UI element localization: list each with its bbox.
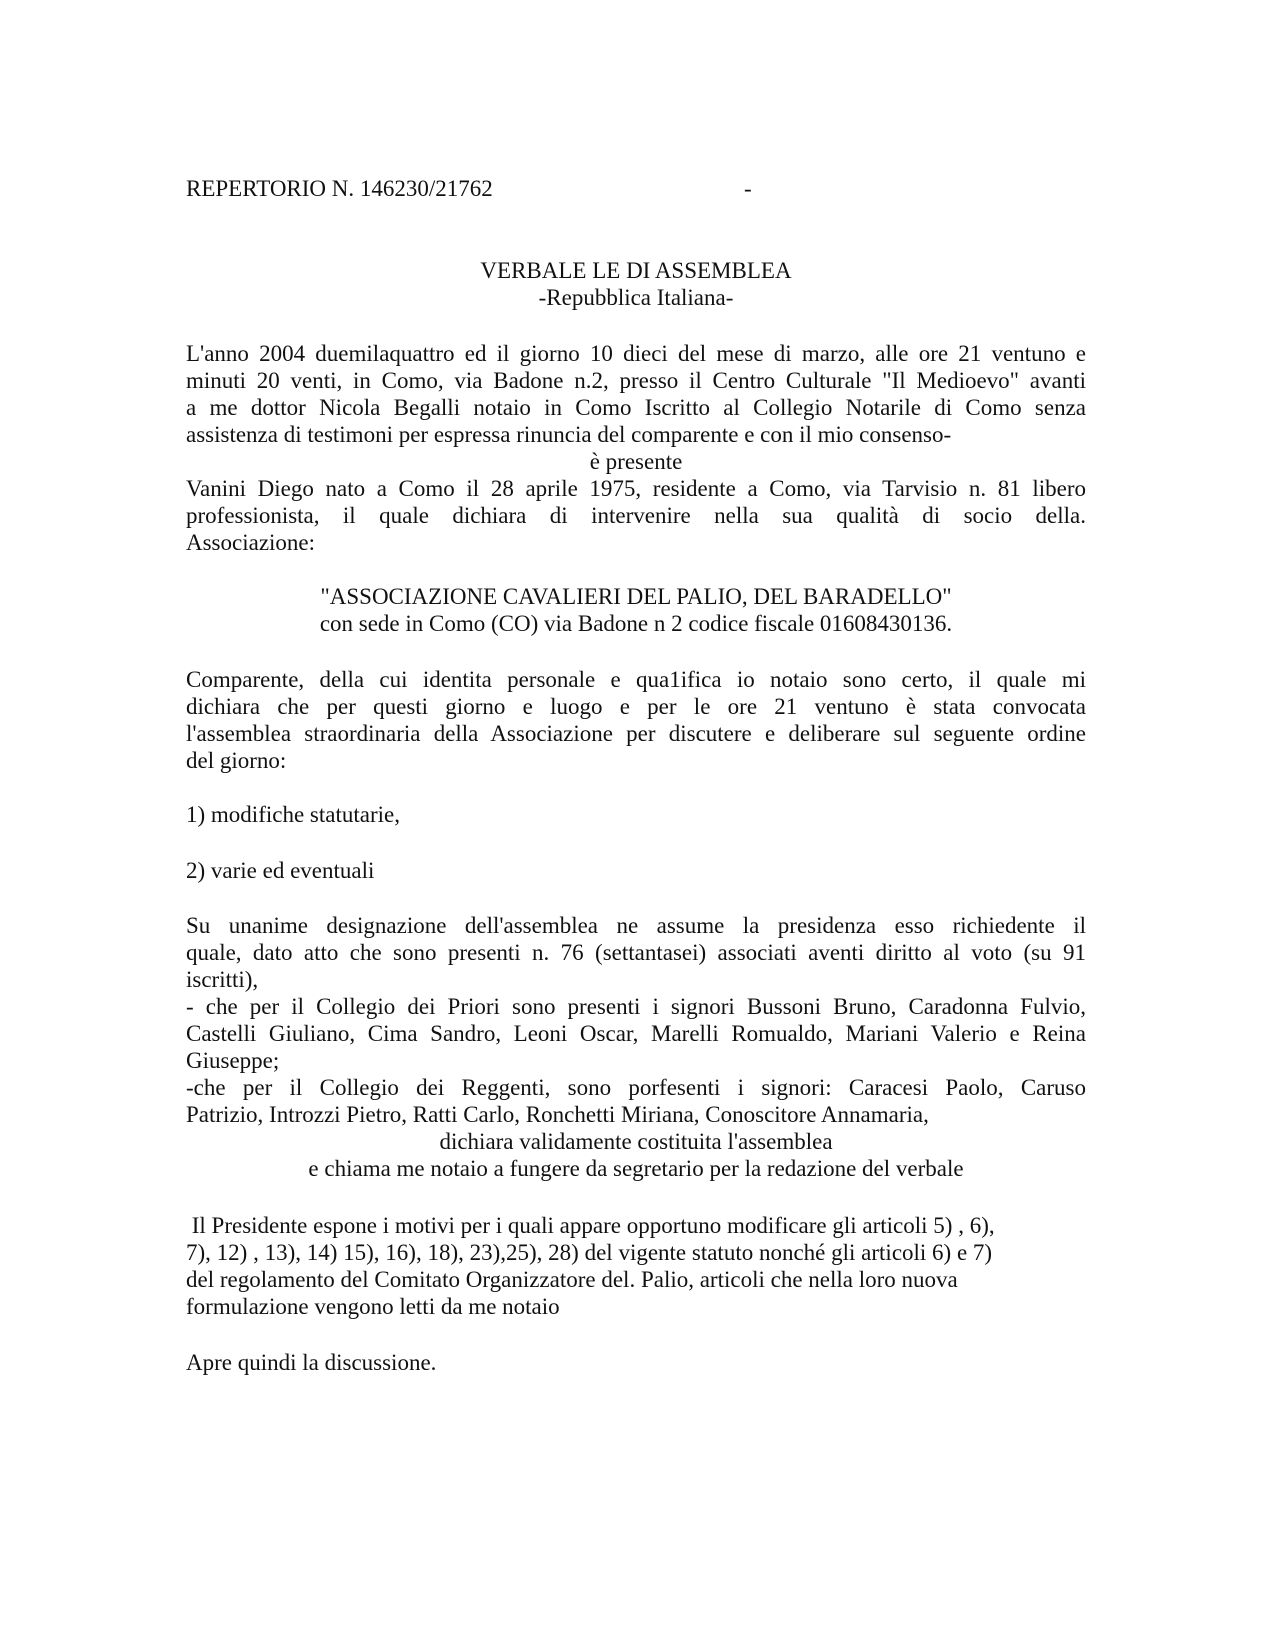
presidente-line: formulazione vengono letti da me notaio [186,1294,560,1319]
designazione-line: -che per il Collegio dei Reggenti, sono porfesenti i signori: Caracesi Paolo, Caruso [186,1075,1086,1100]
repertorio-dash: - [744,176,752,201]
presidente-line: 7), 12) , 13), 14) 15), 16), 18), 23),25), 28) del vigente statuto nonché gli articoli 6) e 7) [186,1240,993,1265]
comparente-line: del giorno: [186,748,287,773]
vanini-line: Vanini Diego nato a Como il 28 aprile 1975, residente a Como, via Tarvisio n. 81 libero [186,476,1086,501]
presente-line: è presente [589,449,683,474]
comparente-line: l'assemblea straordinaria della Associazione per discutere e deliberare sul seguente ordine [186,721,1086,746]
designazione-line: - che per il Collegio dei Priori sono presenti i signori Bussoni Bruno, Caradonna Fulvio, [186,994,1086,1019]
document-title: VERBALE LE DI ASSEMBLEA [480,258,792,283]
designazione-line: quale, dato atto che sono presenti n. 76 (settantasei) associati aventi diritto al voto (su 91 [186,940,1086,965]
intro-line: L'anno 2004 duemilaquattro ed il giorno 10 dieci del mese di marzo, alle ore 21 ventuno e [186,341,1086,366]
associazione-name: "ASSOCIAZIONE CAVALIERI DEL PALIO, DEL BARADELLO" [320,584,952,609]
designazione-line: iscritti), [186,967,259,992]
designazione-line: Giuseppe; [186,1048,280,1073]
intro-line: minuti 20 venti, in Como, via Badone n.2, presso il Centro Culturale "Il Medioevo" avanti [186,368,1086,393]
intro-line: assistenza di testimoni per espressa rinuncia del comparente e con il mio consenso- [186,422,952,447]
dichiara-line: e chiama me notaio a fungere da segretario per la redazione del verbale [308,1156,964,1181]
dichiara-line: dichiara validamente costituita l'assemblea [439,1129,833,1154]
comparente-line: Comparente, della cui identita personale e qua1ifica io notaio sono certo, il quale mi [186,667,1086,692]
apre-line: Apre quindi la discussione. [186,1350,437,1375]
ordine-item: 2) varie ed eventuali [186,858,375,883]
vanini-line: professionista, il quale dichiara di intervenire nella sua qualità di socio della. [186,503,1086,528]
designazione-line: Patrizio, Introzzi Pietro, Ratti Carlo, Ronchetti Miriana, Conoscitore Annamaria, [186,1102,929,1127]
presidente-line: del regolamento del Comitato Organizzatore del. Palio, articoli che nella loro nuova [186,1267,958,1292]
document-subtitle: -Repubblica Italiana- [538,285,734,310]
designazione-line: Castelli Giuliano, Cima Sandro, Leoni Oscar, Marelli Romualdo, Mariani Valerio e Reina [186,1021,1086,1046]
ordine-item: 1) modifiche statutarie, [186,802,400,827]
designazione-line: Su unanime designazione dell'assemblea ne assume la presidenza esso richiedente il [186,913,1086,938]
repertorio-line [186,175,1086,203]
associazione-sede: con sede in Como (CO) via Badone n 2 codice fiscale 01608430136. [319,611,953,636]
repertorio-number: REPERTORIO N. 146230/21762 [186,176,493,201]
presidente-line: Il Presidente espone i motivi per i quali appare opportuno modificare gli articoli 5) , 6), [186,1213,995,1238]
comparente-line: dichiara che per questi giorno e luogo e per le ore 21 ventuno è stata convocata [186,694,1086,719]
vanini-line: Associazione: [186,530,316,555]
intro-line: a me dottor Nicola Begalli notaio in Como Iscritto al Collegio Notarile di Como senza [186,395,1086,420]
